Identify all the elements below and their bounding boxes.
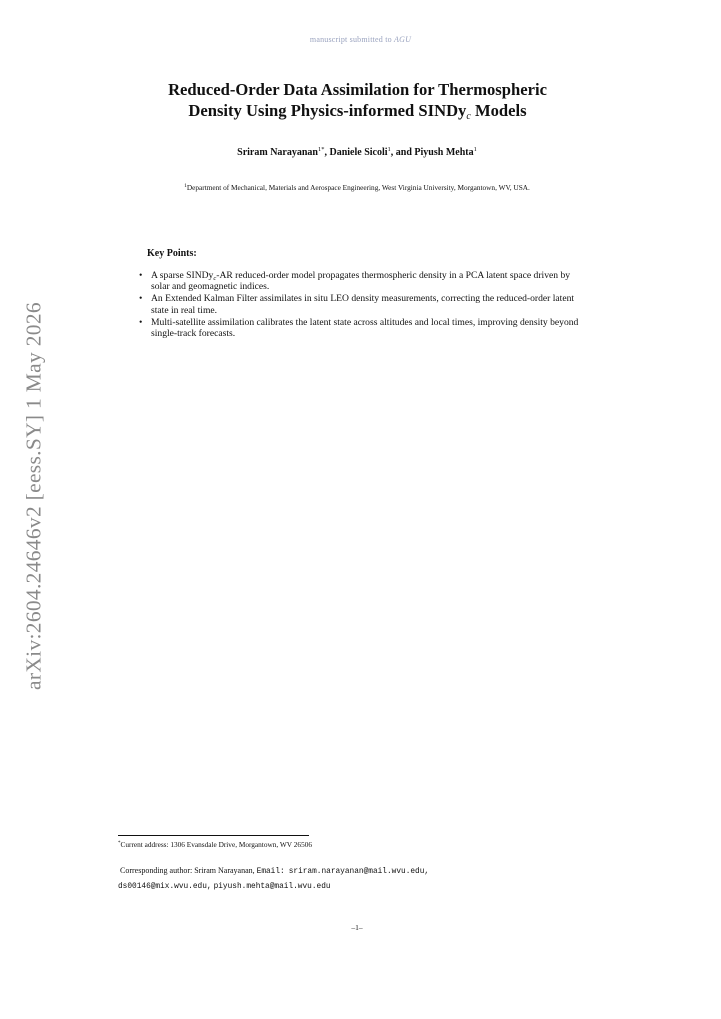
bullet-icon: • <box>139 293 143 305</box>
author-name: Daniele Sicoli <box>329 147 388 158</box>
footnote-divider <box>118 835 309 836</box>
corresponding-author <box>118 864 598 894</box>
bullet-icon: • <box>139 316 143 328</box>
key-point-text: An Extended Kalman Filter assimilates in situ LEO density measurements, correcting the reduced-order latent state in real time. <box>151 293 575 316</box>
email-label: Email: <box>256 868 285 876</box>
title-subscript: c <box>466 111 471 122</box>
footnote-mark: * <box>118 841 121 846</box>
key-point-item <box>136 317 582 339</box>
title-line-2 <box>100 100 615 121</box>
key-point-text: Multi-satellite assimilation calibrates the latent state across altitudes and local times, improving density beyond single-track forecasts. <box>151 316 579 340</box>
author-affiliation-mark: 1 <box>473 146 477 153</box>
footnote-text: Current address: 1306 Evansdale Drive, Morgantown, WV 26506 <box>120 840 313 849</box>
bullet-icon: • <box>139 270 143 281</box>
key-points-heading: Key Points: <box>147 248 197 259</box>
author-name: Sriram Narayanan <box>237 147 318 158</box>
key-point-item <box>136 293 582 315</box>
affiliation-mark: 1 <box>184 183 187 189</box>
affiliation <box>110 182 604 194</box>
key-point-item <box>136 270 582 292</box>
paper-title <box>100 79 615 121</box>
page-number: –1– <box>351 923 363 932</box>
key-point-text: -AR reduced-order model propagates thermospheric density in a PCA latent space driven by solar and geomagnetic indices. <box>151 270 571 293</box>
email-link[interactable]: ds00146@mix.wvu.edu, <box>118 883 212 891</box>
corresponding-label: Corresponding author: Sriram Narayanan, <box>120 866 255 875</box>
author-affiliation-mark: 1 <box>387 146 391 153</box>
footnote <box>118 840 312 849</box>
title-line-2-main: Density Using Physics-informed SINDy <box>188 101 467 120</box>
author-affiliation-mark: 1* <box>317 146 325 153</box>
author-separator: , <box>324 147 330 158</box>
running-header <box>0 35 721 44</box>
title-line-1: Reduced-Order Data Assimilation for Thermospheric <box>168 80 547 99</box>
header-note-text: manuscript submitted to <box>309 35 392 44</box>
key-point-subscript: c <box>213 275 217 282</box>
author-list <box>0 147 714 158</box>
key-points-list <box>136 270 582 340</box>
title-line-2-end: Models <box>470 101 527 120</box>
affiliation-text: Department of Mechanical, Materials and Aerospace Engineering, West Virginia University, Morgantown, WV, USA. <box>186 183 530 192</box>
email-link[interactable]: sriram.narayanan@mail.wvu.edu, <box>288 868 430 876</box>
author-separator: , and <box>390 147 415 158</box>
author-name: Piyush Mehta <box>414 147 474 158</box>
email-link[interactable]: piyush.mehta@mail.wvu.edu <box>213 883 331 891</box>
arxiv-identifier-stamp: arXiv:2604.24646v2 [eess.SY] 1 May 2026 <box>21 302 46 690</box>
key-point-text: A sparse SINDy <box>151 270 214 281</box>
header-venue: AGU <box>394 35 412 44</box>
corresponding-line-1 <box>118 864 598 879</box>
corresponding-line-2 <box>118 879 598 894</box>
